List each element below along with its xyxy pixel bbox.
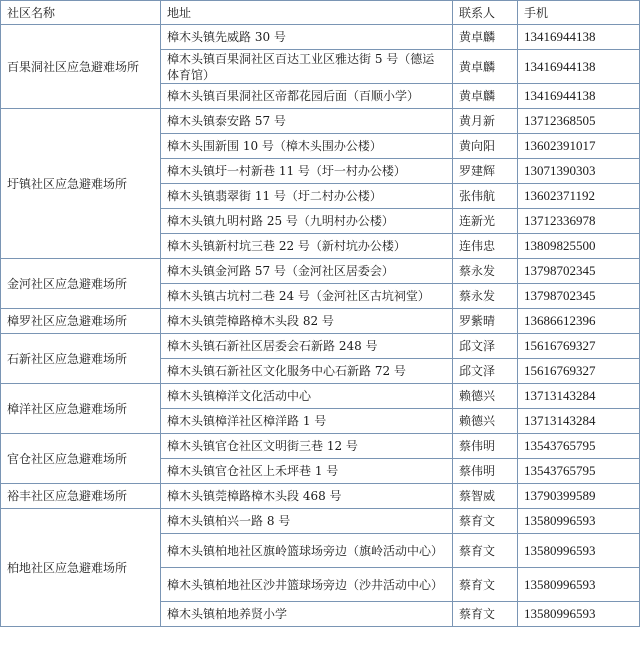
phone-cell: 13712336978 <box>518 209 640 234</box>
contact-cell: 蔡智威 <box>453 484 518 509</box>
phone-cell: 13798702345 <box>518 259 640 284</box>
phone-cell: 13580996593 <box>518 568 640 602</box>
contact-cell: 赖德兴 <box>453 384 518 409</box>
address-cell: 樟木头镇百果洞社区帝都花园后面（百顺小学） <box>161 84 453 109</box>
address-cell: 樟木头镇樟洋社区樟洋路 1 号 <box>161 409 453 434</box>
header-phone: 手机 <box>518 1 640 25</box>
contact-cell: 蔡育文 <box>453 568 518 602</box>
contact-cell: 黄卓麟 <box>453 25 518 50</box>
table-row <box>1 434 640 459</box>
phone-cell: 13712368505 <box>518 109 640 134</box>
address-cell: 樟木头镇莞樟路樟木头段 82 号 <box>161 309 453 334</box>
address-cell: 樟木头镇石新社区居委会石新路 248 号 <box>161 334 453 359</box>
contact-cell: 蔡育文 <box>453 534 518 568</box>
contact-cell: 连伟忠 <box>453 234 518 259</box>
community-name-cell: 裕丰社区应急避难场所 <box>1 484 161 509</box>
table-row <box>1 109 640 134</box>
address-cell: 樟木头镇官仓社区上禾坪巷 1 号 <box>161 459 453 484</box>
contact-cell: 连新光 <box>453 209 518 234</box>
address-cell: 樟木头镇翡翠街 11 号（圩二村办公楼） <box>161 184 453 209</box>
community-name-cell: 圩镇社区应急避难场所 <box>1 109 161 259</box>
community-name-cell: 樟洋社区应急避难场所 <box>1 384 161 434</box>
table-body <box>1 25 640 627</box>
community-name-cell: 金河社区应急避难场所 <box>1 259 161 309</box>
phone-cell: 13686612396 <box>518 309 640 334</box>
header-contact: 联系人 <box>453 1 518 25</box>
address-cell: 樟木头镇石新社区文化服务中心石新路 72 号 <box>161 359 453 384</box>
table-row <box>1 334 640 359</box>
address-cell: 樟木头镇新村坑三巷 22 号（新村坑办公楼） <box>161 234 453 259</box>
address-cell: 樟木头镇柏地社区旗岭篮球场旁边（旗岭活动中心） <box>161 534 453 568</box>
header-row <box>1 1 640 25</box>
contact-cell: 黄卓麟 <box>453 84 518 109</box>
phone-cell: 13071390303 <box>518 159 640 184</box>
contact-cell: 蔡伟明 <box>453 459 518 484</box>
address-cell: 樟木头镇圩一村新巷 11 号（圩一村办公楼） <box>161 159 453 184</box>
address-cell: 樟木头镇柏地社区沙井篮球场旁边（沙井活动中心） <box>161 568 453 602</box>
address-cell: 樟木头镇金河路 57 号（金河社区居委会） <box>161 259 453 284</box>
phone-cell: 13790399589 <box>518 484 640 509</box>
table-row <box>1 259 640 284</box>
contact-cell: 黄月新 <box>453 109 518 134</box>
contact-cell: 赖德兴 <box>453 409 518 434</box>
phone-cell: 13580996593 <box>518 602 640 627</box>
address-cell: 樟木头镇官仓社区文明街三巷 12 号 <box>161 434 453 459</box>
phone-cell: 13416944138 <box>518 84 640 109</box>
table-row <box>1 25 640 50</box>
contact-cell: 罗建辉 <box>453 159 518 184</box>
address-cell: 樟木头镇莞樟路樟木头段 468 号 <box>161 484 453 509</box>
contact-cell: 蔡永发 <box>453 259 518 284</box>
table-row <box>1 384 640 409</box>
community-name-cell: 石新社区应急避难场所 <box>1 334 161 384</box>
phone-cell: 13798702345 <box>518 284 640 309</box>
community-name-cell: 樟罗社区应急避难场所 <box>1 309 161 334</box>
phone-cell: 15616769327 <box>518 334 640 359</box>
contact-cell: 黄卓麟 <box>453 50 518 84</box>
contact-cell: 蔡伟明 <box>453 434 518 459</box>
phone-cell: 13416944138 <box>518 25 640 50</box>
phone-cell: 13543765795 <box>518 459 640 484</box>
table-row <box>1 309 640 334</box>
phone-cell: 13713143284 <box>518 409 640 434</box>
contact-cell: 邱文泽 <box>453 359 518 384</box>
address-cell: 樟木头镇先威路 30 号 <box>161 25 453 50</box>
address-cell: 樟木头镇柏兴一路 8 号 <box>161 509 453 534</box>
phone-cell: 13602371192 <box>518 184 640 209</box>
phone-cell: 15616769327 <box>518 359 640 384</box>
phone-cell: 13416944138 <box>518 50 640 84</box>
contact-cell: 黄向阳 <box>453 134 518 159</box>
community-name-cell: 柏地社区应急避难场所 <box>1 509 161 627</box>
address-cell: 樟木头镇九明村路 25 号（九明村办公楼） <box>161 209 453 234</box>
phone-cell: 13543765795 <box>518 434 640 459</box>
address-cell: 樟木头围新围 10 号（樟木头围办公楼） <box>161 134 453 159</box>
header-address: 地址 <box>161 1 453 25</box>
phone-cell: 13580996593 <box>518 509 640 534</box>
community-name-cell: 官仓社区应急避难场所 <box>1 434 161 484</box>
header-community-name: 社区名称 <box>1 1 161 25</box>
phone-cell: 13580996593 <box>518 534 640 568</box>
table-row <box>1 509 640 534</box>
address-cell: 樟木头镇古坑村二巷 24 号（金河社区古坑祠堂） <box>161 284 453 309</box>
address-cell: 樟木头镇泰安路 57 号 <box>161 109 453 134</box>
phone-cell: 13602391017 <box>518 134 640 159</box>
address-cell: 樟木头镇柏地养贤小学 <box>161 602 453 627</box>
community-name-cell: 百果洞社区应急避难场所 <box>1 25 161 109</box>
contact-cell: 蔡育文 <box>453 509 518 534</box>
contact-cell: 邱文泽 <box>453 334 518 359</box>
contact-cell: 蔡育文 <box>453 602 518 627</box>
address-cell: 樟木头镇百果洞社区百达工业区雅达街 5 号（德运体育馆） <box>161 50 453 84</box>
contact-cell: 罗紫晴 <box>453 309 518 334</box>
phone-cell: 13713143284 <box>518 384 640 409</box>
table-row <box>1 484 640 509</box>
address-cell: 樟木头镇樟洋文化活动中心 <box>161 384 453 409</box>
phone-cell: 13809825500 <box>518 234 640 259</box>
contact-cell: 蔡永发 <box>453 284 518 309</box>
contact-cell: 张伟航 <box>453 184 518 209</box>
